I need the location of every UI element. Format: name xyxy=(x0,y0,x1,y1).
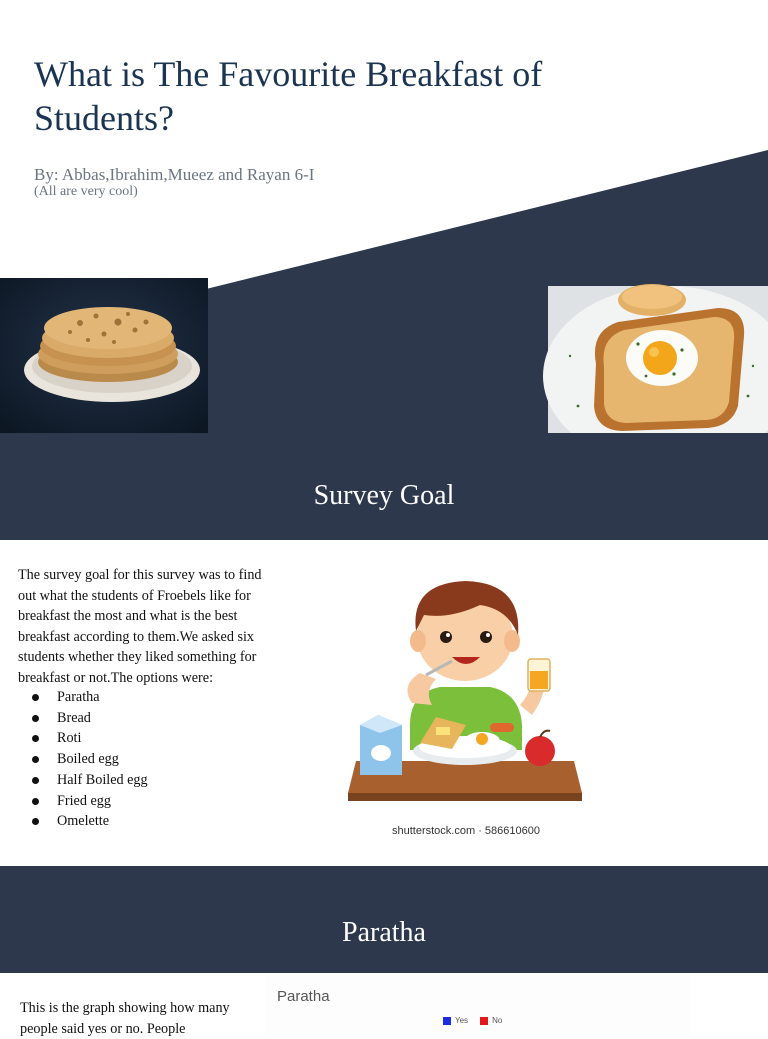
legend-label: Yes xyxy=(455,1016,469,1025)
option-item: Bread xyxy=(32,708,148,729)
paratha-stack-photo xyxy=(0,278,208,433)
slide-title: What is The Favourite Breakfast of Students? xyxy=(34,54,543,138)
title-slide xyxy=(0,0,768,433)
option-item: Omelette xyxy=(32,811,148,832)
paratha-chart xyxy=(265,976,690,1036)
egg-in-toast-photo xyxy=(548,286,768,433)
legend-swatch-no xyxy=(480,1017,488,1025)
legend-item-no xyxy=(480,1016,502,1025)
option-item: Roti xyxy=(32,728,148,749)
authors-byline: By: Abbas,Ibrahim,Mueez and Rayan 6-I xyxy=(34,165,315,184)
option-item: Half Boiled egg xyxy=(32,770,148,791)
authors-subnote: (All are very cool) xyxy=(34,184,138,199)
image-credit: shutterstock.com · 586610600 xyxy=(392,825,540,837)
legend-item-yes xyxy=(443,1016,468,1025)
paratha-slide xyxy=(0,866,768,1037)
option-item: Fried egg xyxy=(32,791,148,812)
chart-title: Paratha xyxy=(277,988,330,1005)
survey-goal-heading: Survey Goal xyxy=(313,480,455,511)
chart-legend xyxy=(443,1016,502,1025)
paratha-heading: Paratha xyxy=(342,917,426,948)
legend-label: No xyxy=(492,1016,503,1025)
option-item: Paratha xyxy=(32,687,148,708)
breakfast-options-list xyxy=(32,687,148,832)
kid-eating-breakfast-illustration xyxy=(340,575,590,815)
paratha-description: This is the graph showing how many people said yes or no. People xyxy=(20,1000,230,1037)
survey-goal-slide xyxy=(0,433,768,866)
legend-swatch-yes xyxy=(443,1017,451,1025)
survey-goal-text: The survey goal for this survey was to find out what the students of Froebels like for breakfast the most and what is the best breakfast according to them.We asked six students whether they liked something for breakfast or not.The options were: xyxy=(18,567,262,686)
option-item: Boiled egg xyxy=(32,749,148,770)
